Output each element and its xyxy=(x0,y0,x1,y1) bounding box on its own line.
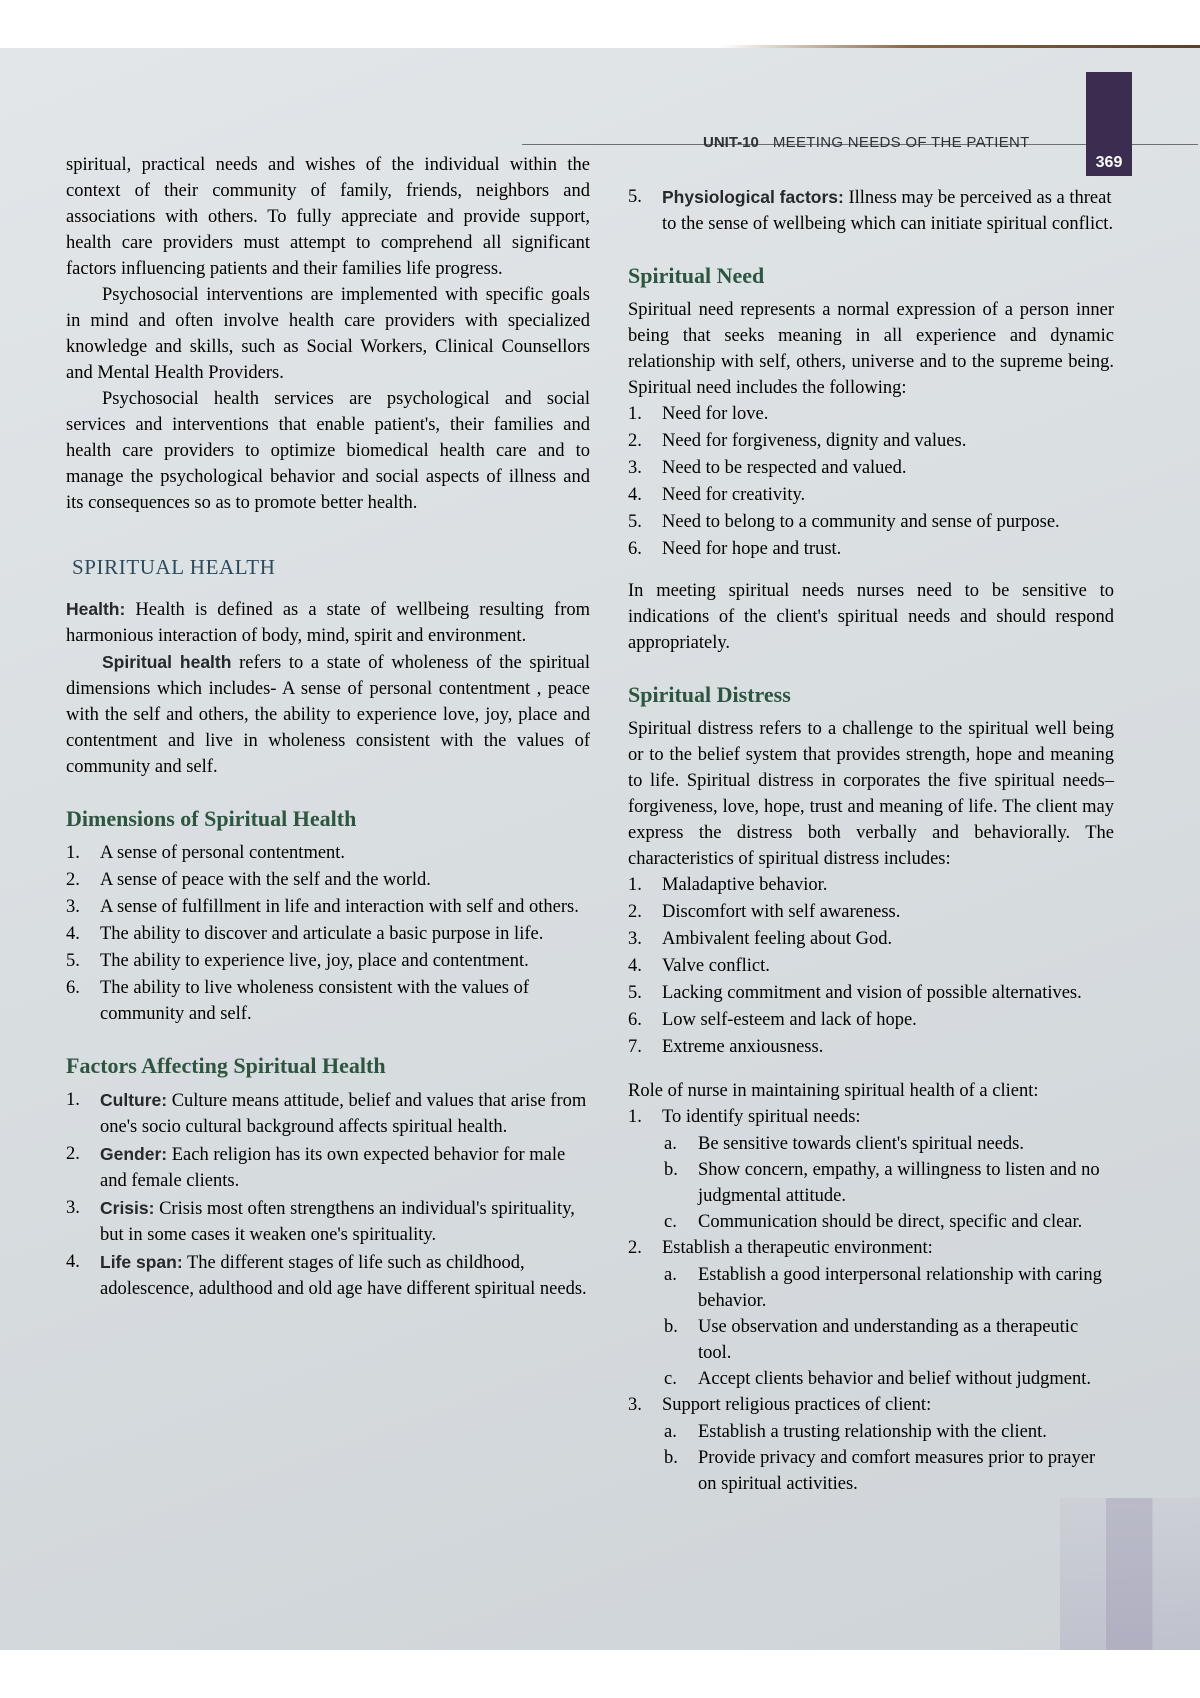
list-item xyxy=(628,536,1114,562)
item-number: 3. xyxy=(628,929,642,949)
page-number-tab xyxy=(1086,72,1132,176)
sub-list xyxy=(664,1419,1114,1497)
item-text: A sense of fulfillment in life and interaction with self and others. xyxy=(100,897,579,917)
item-text: Need to belong to a community and sense of purpose. xyxy=(662,512,1060,532)
list-item xyxy=(66,975,590,1027)
left-column xyxy=(66,152,590,1303)
list-item xyxy=(628,184,1114,237)
item-letter: c. xyxy=(664,1369,677,1389)
item-number: 4. xyxy=(66,1252,80,1272)
health-definition xyxy=(66,596,590,649)
item-text: Illness may be perceived as a threat to the sense of wellbeing which can initiate spiritual conflict. xyxy=(662,188,1114,234)
item-text: Extreme anxiousness. xyxy=(662,1037,824,1057)
item-text: Need for forgiveness, dignity and values. xyxy=(662,431,967,451)
item-text: The different stages of life such as childhood, adolescence, adulthood and old age have different spiritual needs. xyxy=(100,1253,587,1299)
item-text: Need for hope and trust. xyxy=(662,539,842,559)
chapter-title: MEETING NEEDS OF THE PATIENT xyxy=(772,134,1030,151)
item-number: 3. xyxy=(66,1198,80,1218)
item-text: Lacking commitment and vision of possible alternatives. xyxy=(662,983,1082,1003)
list-item xyxy=(66,1195,590,1248)
section-heading-spiritual-need: Spiritual Need xyxy=(628,263,765,288)
item-number: 7. xyxy=(628,1037,642,1057)
item-letter: a. xyxy=(664,1134,677,1154)
list-item xyxy=(628,980,1114,1006)
item-text: A sense of peace with the self and the world. xyxy=(100,870,431,890)
list-item xyxy=(628,1392,1114,1418)
item-text: To identify spiritual needs: xyxy=(662,1107,861,1127)
factors-list-continued xyxy=(628,184,1114,237)
role-of-nurse-heading: Role of nurse in maintaining spiritual health of a client: xyxy=(628,1081,1039,1101)
item-number: 2. xyxy=(628,431,642,451)
list-item xyxy=(628,1034,1114,1060)
item-text: Need for creativity. xyxy=(662,485,806,505)
role-list xyxy=(628,1392,1114,1418)
factors-list xyxy=(66,1087,590,1302)
item-text: Discomfort with self awareness. xyxy=(662,902,901,922)
item-number: 4. xyxy=(628,485,642,505)
item-text: Valve conflict. xyxy=(662,956,770,976)
list-item xyxy=(628,1235,1114,1261)
list-item xyxy=(66,1087,590,1140)
role-list xyxy=(628,1104,1114,1130)
item-number: 2. xyxy=(628,1238,642,1258)
sub-list-item xyxy=(664,1445,1114,1497)
item-number: 1. xyxy=(66,1090,80,1110)
running-header xyxy=(703,134,1030,151)
list-item xyxy=(628,509,1114,535)
item-text: A sense of personal contentment. xyxy=(100,843,346,863)
photo-background-bottom xyxy=(0,1650,1200,1698)
photo-background-top xyxy=(0,0,1200,48)
item-number: 3. xyxy=(628,1395,642,1415)
list-item xyxy=(628,401,1114,427)
list-item xyxy=(628,1104,1114,1130)
item-text: Culture means attitude, belief and values that arise from one's socio cultural background affects spiritual health. xyxy=(100,1091,587,1137)
term-label: Spiritual health xyxy=(102,652,232,672)
sub-list-item xyxy=(664,1209,1114,1235)
term-label: Health: xyxy=(66,599,126,619)
item-text: Support religious practices of client: xyxy=(662,1395,932,1415)
sub-list-item xyxy=(664,1419,1114,1445)
list-item xyxy=(628,953,1114,979)
dimensions-list xyxy=(66,840,590,1027)
paragraph: In meeting spiritual needs nurses need to be sensitive to indications of the client's spiritual needs and should respond appropriately. xyxy=(628,581,1114,653)
item-number: 4. xyxy=(66,924,80,944)
section-heading-dimensions: Dimensions of Spiritual Health xyxy=(66,806,357,831)
page-number: 369 xyxy=(1095,154,1123,171)
item-number: 1. xyxy=(628,875,642,895)
item-text: The ability to experience live, joy, place and contentment. xyxy=(100,951,529,971)
item-text: Crisis most often strengthens an individual's spirituality, but in some cases it weaken one's spirituality. xyxy=(100,1199,575,1245)
item-text: Establish a good interpersonal relationship with caring behavior. xyxy=(698,1265,1102,1311)
paragraph: Psychosocial health services are psychological and social services and interventions that enable patient's, their families and health care providers to optimize biomedical health care and to manage the psychological behavior and social aspects of illness and its consequences so as to promote better health. xyxy=(66,389,590,513)
list-item xyxy=(628,482,1114,508)
term-label: Physiological factors: xyxy=(662,187,844,207)
item-number: 2. xyxy=(66,1144,80,1164)
item-number: 5. xyxy=(66,951,80,971)
item-text: Maladaptive behavior. xyxy=(662,875,828,895)
list-item xyxy=(66,921,590,947)
item-number: 2. xyxy=(66,870,80,890)
item-number: 5. xyxy=(628,983,642,1003)
item-number: 6. xyxy=(628,539,642,559)
item-text: Each religion has its own expected behavior for male and female clients. xyxy=(100,1145,566,1191)
sub-list xyxy=(664,1131,1114,1235)
list-item xyxy=(628,872,1114,898)
item-letter: b. xyxy=(664,1317,678,1337)
item-text: Accept clients behavior and belief without judgment. xyxy=(698,1369,1092,1389)
list-item xyxy=(628,1007,1114,1033)
item-number: 3. xyxy=(628,458,642,478)
list-item xyxy=(66,948,590,974)
item-number: 2. xyxy=(628,902,642,922)
item-letter: b. xyxy=(664,1448,678,1468)
item-text: Be sensitive towards client's spiritual needs. xyxy=(698,1134,1024,1154)
sub-list-item xyxy=(664,1314,1114,1366)
item-number: 6. xyxy=(628,1010,642,1030)
item-number: 1. xyxy=(628,1107,642,1127)
list-item xyxy=(66,867,590,893)
list-item xyxy=(66,894,590,920)
list-item xyxy=(66,840,590,866)
list-item xyxy=(628,428,1114,454)
item-text: Need for love. xyxy=(662,404,769,424)
item-text: The ability to discover and articulate a basic purpose in life. xyxy=(100,924,544,944)
sub-list-item xyxy=(664,1262,1114,1314)
item-text: Show concern, empathy, a willingness to listen and no judgmental attitude. xyxy=(698,1160,1100,1206)
item-text: Provide privacy and comfort measures prior to prayer on spiritual activities. xyxy=(698,1448,1096,1494)
spiritual-health-definition xyxy=(66,649,590,780)
item-text: The ability to live wholeness consistent with the values of community and self. xyxy=(100,978,530,1024)
section-heading-spiritual-health: SPIRITUAL HEALTH xyxy=(72,555,276,579)
paragraph: Psychosocial interventions are implemented with specific goals in mind and often involve health care providers with specialized knowledge and skills, such as Social Workers, Clinical Counsellors and Mental Health Providers. xyxy=(66,285,590,383)
sub-list xyxy=(664,1262,1114,1392)
paragraph: Spiritual need represents a normal expression of a person inner being that seeks meaning in all experience and dynamic relationship with self, others, universe and to the supreme being. Spiritual need includes the following: xyxy=(628,300,1114,398)
term-label: Gender: xyxy=(100,1144,168,1164)
sub-list-item xyxy=(664,1157,1114,1209)
item-text: Ambivalent feeling about God. xyxy=(662,929,893,949)
list-item xyxy=(628,455,1114,481)
item-number: 5. xyxy=(628,187,642,207)
role-list xyxy=(628,1235,1114,1261)
item-letter: a. xyxy=(664,1422,677,1442)
item-text: Communication should be direct, specific and clear. xyxy=(698,1212,1083,1232)
item-text: Establish a trusting relationship with the client. xyxy=(698,1422,1047,1442)
right-column xyxy=(628,184,1114,1497)
paragraph: Spiritual distress refers to a challenge to the spiritual well being or to the belief system that provides strength, hope and meaning to life. Spiritual distress in corporates the five spiritual needs– forgiveness, love, hope, trust and meaning of life. The client may express the distress both verbally and behaviorally. The characteristics of spiritual distress includes: xyxy=(628,719,1114,869)
section-heading-factors: Factors Affecting Spiritual Health xyxy=(66,1053,386,1078)
item-text: Low self-esteem and lack of hope. xyxy=(662,1010,917,1030)
term-label: Culture: xyxy=(100,1090,168,1110)
definition-text: Health is defined as a state of wellbeing resulting from harmonious interaction of body, mind, spirit and environment. xyxy=(66,600,590,646)
item-number: 4. xyxy=(628,956,642,976)
list-item xyxy=(628,926,1114,952)
item-number: 1. xyxy=(628,404,642,424)
term-label: Crisis: xyxy=(100,1198,155,1218)
unit-label: UNIT-10 xyxy=(703,134,759,151)
paragraph: spiritual, practical needs and wishes of the individual within the context of their community of family, friends, neighbors and associations with others. To fully appreciate and provide support, health care providers must attempt to comprehend all significant factors influencing patients and their families life progress. xyxy=(66,155,590,279)
item-number: 1. xyxy=(66,843,80,863)
item-text: Use observation and understanding as a therapeutic tool. xyxy=(698,1317,1079,1363)
item-number: 3. xyxy=(66,897,80,917)
term-label: Life span: xyxy=(100,1252,183,1272)
sub-list-item xyxy=(664,1366,1114,1392)
item-text: Need to be respected and valued. xyxy=(662,458,907,478)
definition-text: refers to a state of wholeness of the spiritual dimensions which includes- A sense of personal contentment , peace with the self and others, the ability to experience love, joy, place and contentment and live in wholeness consistent with the values of community and self. xyxy=(66,653,591,777)
list-item xyxy=(66,1249,590,1302)
item-letter: c. xyxy=(664,1212,677,1232)
item-text: Establish a therapeutic environment: xyxy=(662,1238,933,1258)
item-number: 6. xyxy=(66,978,80,998)
item-number: 5. xyxy=(628,512,642,532)
item-letter: b. xyxy=(664,1160,678,1180)
needs-list xyxy=(628,401,1114,562)
section-heading-spiritual-distress: Spiritual Distress xyxy=(628,682,791,707)
sub-list-item xyxy=(664,1131,1114,1157)
item-letter: a. xyxy=(664,1265,677,1285)
distress-characteristics-list xyxy=(628,872,1114,1060)
list-item xyxy=(628,899,1114,925)
list-item xyxy=(66,1141,590,1194)
